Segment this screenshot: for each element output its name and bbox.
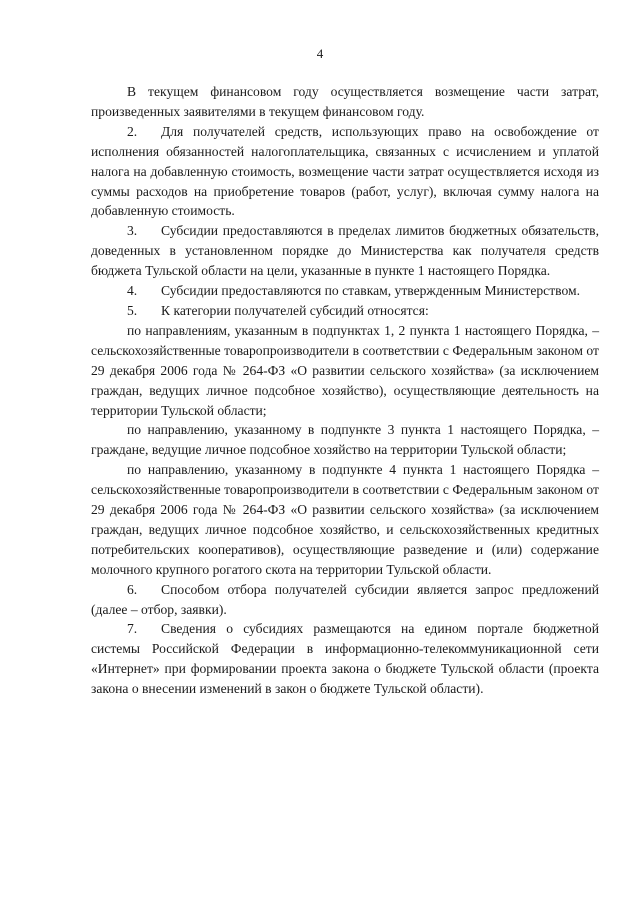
- paragraph: [91, 82, 599, 122]
- paragraph: [91, 281, 599, 301]
- paragraph-text: К категории получателей субсидий относятся:: [161, 302, 429, 318]
- paragraph-text: Для получателей средств, использующих право на освобождение от исполнения обязанностей налогоплательщика, связанных с исчислением и уплатой налога на добавленную стоимость, возмещение части затрат осуществляется исходя из суммы расходов на приобретение товаров (работ, услуг), включая сумму налога на добавленную стоимость.: [91, 123, 599, 219]
- paragraph-text: Субсидии предоставляются в пределах лимитов бюджетных обязательств, доведенных в установленном порядке до Министерства как получателя средств бюджета Тульской области на цели, указанные в пункте 1 настоящего Порядка.: [91, 223, 599, 279]
- document-body: [91, 82, 599, 699]
- paragraph: [91, 122, 599, 222]
- paragraph: [91, 321, 599, 421]
- paragraph-text: Субсидии предоставляются по ставкам, утвержденным Министерством.: [161, 283, 581, 299]
- paragraph: [91, 301, 599, 321]
- paragraph-text: В текущем финансовом году осуществляется возмещение части затрат, произведенных заявителями в текущем финансовом году.: [91, 84, 599, 119]
- paragraph: [91, 580, 599, 620]
- paragraph-text: по направлению, указанному в подпункте 3 пункта 1 настоящего Порядка, – граждане, ведущие личное подсобное хозяйство на территории Тульской области;: [91, 422, 599, 458]
- paragraph-number: 7.: [127, 621, 138, 637]
- paragraph-text: Сведения о субсидиях размещаются на едином портале бюджетной системы Российской Федерации в информационно-телекоммуникационной сети «Интернет» при формировании проекта закона о бюджете Тульской области (проекта закона о внесении изменений в закон о бюджете Тульской области).: [91, 621, 599, 697]
- paragraph-number: 5.: [127, 302, 138, 318]
- paragraph-text: по направлению, указанному в подпункте 4 пункта 1 настоящего Порядка – сельскохозяйственные товаропроизводители в соответствии с Федеральным законом от 29 декабря 2006 года № 264-ФЗ «О развитии сельского хозяйства» (за исключением граждан, ведущих личное подсобное хозяйство, и сельскохозяйственных кредитных потребительских кооперативов), осуществляющие разведение и (или) содержание молочного крупного рогатого скота на территории Тульской области.: [91, 462, 599, 577]
- page-number: 4: [316, 46, 324, 61]
- paragraph-number: 4.: [127, 283, 138, 299]
- paragraph: [91, 221, 599, 281]
- paragraph: [91, 619, 599, 699]
- paragraph: [91, 460, 599, 579]
- paragraph-text: по направлениям, указанным в подпунктах 1, 2 пункта 1 настоящего Порядка, – сельскохозяйственные товаропроизводители в соответствии с Федеральным законом от 29 декабря 2006 года № 264-ФЗ «О развитии сельского хозяйства» (за исключением граждан, ведущих личное подсобное хозяйство), осуществляющие деятельность на территории Тульской области;: [91, 322, 599, 418]
- paragraph-number: 6.: [127, 581, 138, 597]
- paragraph-text: Способом отбора получателей субсидии является запрос предложений (далее – отбор, заявки).: [91, 581, 599, 617]
- paragraph-number: 3.: [127, 223, 138, 239]
- paragraph-number: 2.: [127, 123, 138, 139]
- paragraph: [91, 420, 599, 460]
